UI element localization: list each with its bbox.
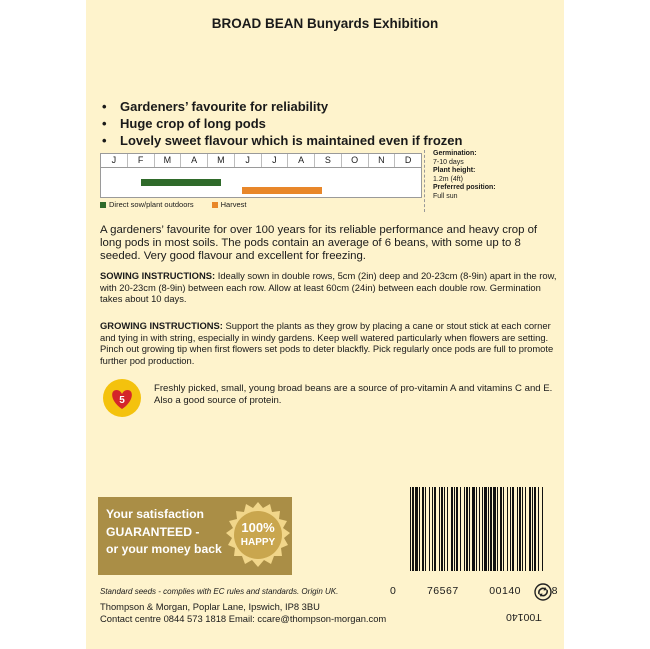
barcode-left-digits: 76567 <box>426 585 459 597</box>
standard-seeds-note: Standard seeds - complies with EC rules and standards. Origin UK. <box>100 587 339 596</box>
description: A gardeners’ favourite for over 100 years for its reliable performance and heavy crop of long pods in most soils. The pods contain an average of 6 beans, with some up to 8 seeded. Very good flavour and excellent for freezing. <box>100 224 538 262</box>
recycle-icon <box>534 583 552 601</box>
product-title: BROAD BEAN Bunyards Exhibition <box>211 16 439 31</box>
month-label: S <box>315 154 342 167</box>
sow-period-bar <box>141 179 221 186</box>
germination-value: 7-10 days <box>433 158 464 166</box>
month-label: A <box>288 154 315 167</box>
guarantee-line: Your satisfaction <box>106 507 204 521</box>
month-label: J <box>101 154 128 167</box>
growing-instructions <box>100 320 562 366</box>
germination-label: Germination: <box>433 150 477 157</box>
calendar-legend <box>100 200 246 209</box>
sow-legend-label: Direct sow/plant outdoors <box>109 200 194 209</box>
month-label: F <box>128 154 155 167</box>
feature-item: • Lovely sweet flavour which is maintained even if frozen <box>100 132 462 149</box>
harvest-legend-label: Harvest <box>220 200 247 209</box>
five-a-day-heart-icon <box>102 378 142 418</box>
barcode-number <box>390 585 558 597</box>
position-label: Preferred position: <box>433 184 496 191</box>
feature-item: • Gardeners’ favourite for reliability <box>100 98 462 115</box>
nutrition-note: Freshly picked, small, young broad beans are a source of pro-vitamin A and vitamins C and E. Also a good source of protein. <box>154 383 553 406</box>
company-address: Thompson & Morgan, Poplar Lane, Ipswich, IP8 3BU <box>100 601 320 612</box>
feature-item: • Huge crop of long pods <box>100 115 462 132</box>
calendar-months <box>101 154 421 168</box>
growing-heading: GROWING INSTRUCTIONS: <box>100 320 223 331</box>
sowing-instructions <box>100 270 562 305</box>
harvest-period-bar <box>242 187 322 194</box>
month-label: J <box>262 154 289 167</box>
seal-word: HAPPY <box>240 537 276 548</box>
sow-legend-swatch <box>100 202 106 208</box>
feature-list <box>100 98 462 149</box>
guarantee-line: GUARANTEED - <box>106 524 200 539</box>
month-label: J <box>235 154 262 167</box>
barcode-lead-digit: 0 <box>390 585 397 597</box>
seal-percent: 100% <box>241 520 275 535</box>
height-label: Plant height: <box>433 167 476 174</box>
sowing-text: Ideally sown in double rows, 5cm (2in) deep and 20-23cm (8-9in) apart in the row, with 20-23cm (8-9in) between each row. Allow at least 60cm (24in) between each double row. Germination takes about 10 days. <box>100 270 557 305</box>
sowing-heading: SOWING INSTRUCTIONS: <box>100 270 216 281</box>
harvest-legend-swatch <box>212 202 218 208</box>
month-label: A <box>181 154 208 167</box>
barcode-check-digit: 8 <box>551 585 558 597</box>
guarantee-panel <box>98 497 292 575</box>
seed-packet-back <box>86 0 564 649</box>
month-label: O <box>342 154 369 167</box>
growing-facts <box>424 150 496 212</box>
month-label: M <box>208 154 235 167</box>
position-value: Full sun <box>433 192 458 200</box>
month-label: D <box>404 155 412 165</box>
contact-info: Contact centre 0844 573 1818 Email: ccare@thompson-morgan.com <box>100 613 387 624</box>
product-code: T00140 <box>506 611 542 623</box>
happy-seal-icon <box>224 501 292 569</box>
barcode-right-digits: 00140 <box>489 585 521 597</box>
guarantee-text <box>106 506 222 559</box>
month-label: N <box>369 154 396 167</box>
barcode <box>408 487 548 571</box>
growing-text: Support the plants as they grow by placing a cane or stout stick at each corner and tying in with string, especially in windy gardens. Keep well watered particularly when flowers are setting. Pinch out growing tip when first flowers set pods to deter blackfly. Pick regularly once pods are full to promote further pod production. <box>100 320 554 366</box>
height-value: 1.2m (4ft) <box>433 175 463 183</box>
month-label: M <box>155 154 182 167</box>
sowing-calendar <box>100 153 422 198</box>
badge-number: 5 <box>119 395 125 406</box>
guarantee-line: or your money back <box>106 542 222 556</box>
